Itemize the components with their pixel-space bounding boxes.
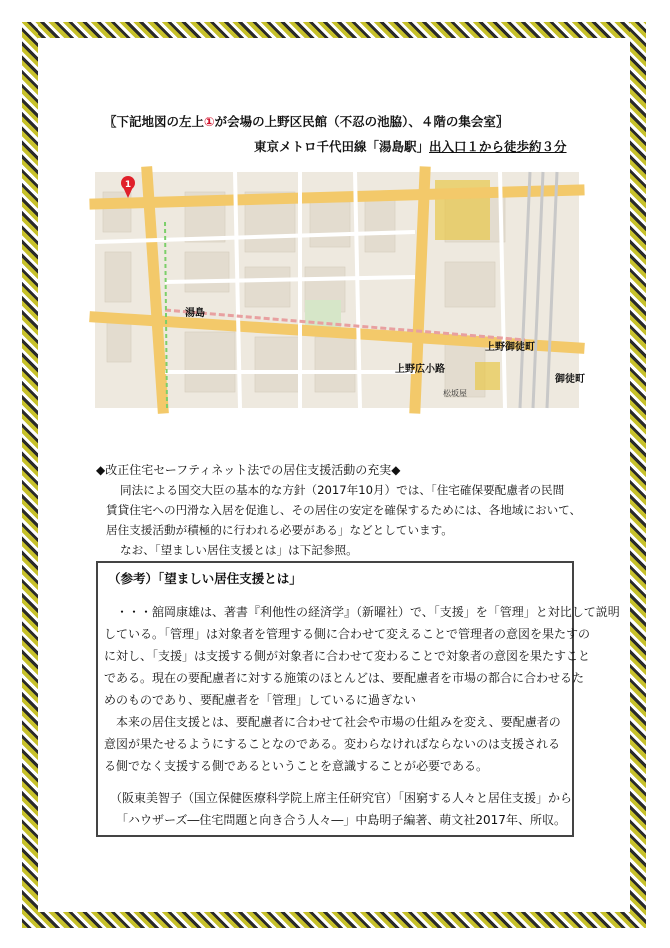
reference-line-7: 意図が果たせるようにすることなのである。変わらなければならないのは支援される <box>104 737 561 751</box>
reference-line-8: る側でなく支援する側であるということを意識することが必要である。 <box>104 759 489 773</box>
station-line <box>254 137 567 155</box>
map-label-ueno-okachimachi: 上野御徒町 <box>485 342 535 353</box>
venue-prefix: 〖下記地図の左上 <box>104 114 205 129</box>
reference-source-1: （阪東美智子（国立保健医療科学院上席主任研究官）「困窮する人々と居住支援」から <box>110 791 573 805</box>
reference-line-5: めのものであり、要配慮者を「管理」しているに過ぎない <box>104 693 417 707</box>
venue-suffix: が会場の上野区民館（不忍の池脇）、４階の集会室〗 <box>214 114 509 129</box>
section-heading: ◆改正住宅セーフティネット法での居住支援活動の充実◆ <box>96 463 401 477</box>
station-exit: 出入口１から徒歩約３分 <box>429 139 567 154</box>
area-map <box>95 172 585 408</box>
reference-line-6: 本来の居住支援とは、要配慮者に合わせて社会や市場の仕組みを変え、要配慮者の <box>116 715 561 729</box>
decorative-border-bottom <box>22 912 646 928</box>
reference-line-4: である。現在の要配慮者に対する施策のほとんどは、要配慮者を市場の都合に合わせるた <box>104 671 585 685</box>
para1-line-2: 賃貸住宅への円滑な入居を促進し、その居住の安定を確保するためには、各地域において、 <box>106 503 582 517</box>
map-label-yushima: 湯島 <box>185 308 205 319</box>
reference-line-3: に対し、「支援」は支援する側が対象者に合わせて変わることで対象者の意図を果たすこと <box>104 649 591 663</box>
reference-title: （参考）「望ましい居住支援とは」 <box>108 571 302 586</box>
decorative-border-left <box>22 22 38 928</box>
para1-line-3: 居住支援活動が積極的に行われる必要がある」などとしています。 <box>106 523 453 537</box>
map-label-ueno-hirokoji: 上野広小路 <box>395 364 445 375</box>
map-graphic <box>95 172 585 408</box>
reference-box <box>96 561 620 837</box>
venue-line <box>104 112 508 130</box>
map-marker-number: 1 <box>124 180 132 190</box>
para2: なお、「望ましい居住支援とは」は下記参照。 <box>120 543 358 557</box>
station-name: 東京メトロ千代田線「湯島駅」 <box>254 139 430 154</box>
decorative-border-right <box>630 22 646 928</box>
reference-line-2: している。「管理」は対象者を管理する側に合わせて変えることで管理者の意図を果たすの <box>104 627 591 641</box>
para1-line-1: 同法による国交大臣の基本的な方針（2017年10月）では、「住宅確保要配慮者の民間 <box>120 483 565 497</box>
venue-marker: ① <box>204 114 215 129</box>
map-label-okachimachi: 御徒町 <box>555 374 585 385</box>
map-label-matsuzakaya: 松坂屋 <box>443 389 467 398</box>
reference-line-1: ・・・舘岡康雄は、著書『利他性の経済学』（新曜社）で、「支援」を「管理」と対比して説明 <box>116 605 620 619</box>
decorative-border-top <box>22 22 646 38</box>
reference-source-2: 「ハウザーズ―住宅問題と向き合う人々―」中島明子編著、萌文社2017年、所収。 <box>116 813 566 827</box>
